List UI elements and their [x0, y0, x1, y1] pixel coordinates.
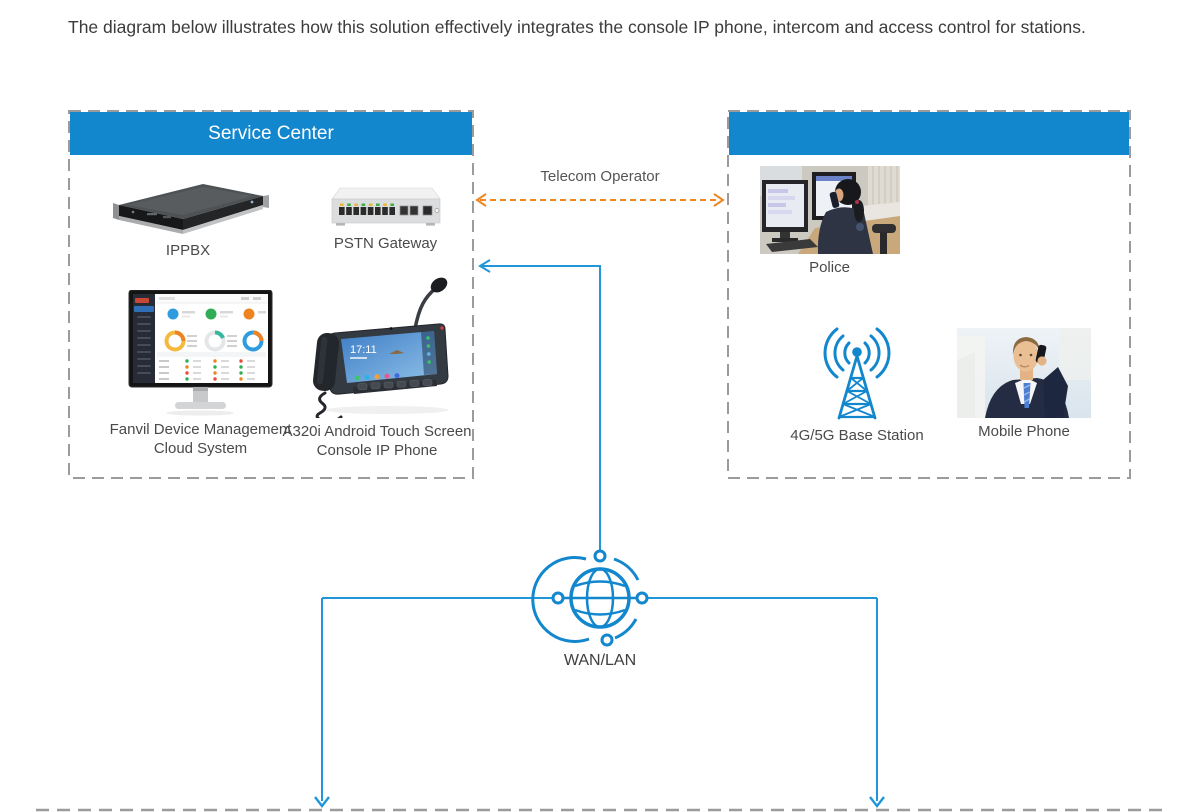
dms-item	[93, 290, 308, 459]
service-center-title: Service Center	[208, 122, 334, 144]
ippbx-server-image	[103, 175, 273, 237]
console-phone-label: A320i Android Touch Screen Console IP Phone	[282, 423, 472, 459]
police-label: Police	[809, 259, 850, 276]
pstn-gateway-label: PSTN Gateway	[333, 235, 438, 252]
external-box-header	[729, 112, 1129, 155]
ippbx-label: IPPBX	[165, 242, 211, 259]
police-photo	[760, 166, 900, 254]
wan-lan-globe-icon	[533, 551, 647, 645]
telecom-operator-label: Telecom Operator	[540, 168, 660, 185]
external-box	[727, 110, 1131, 479]
mobile-phone-item	[953, 328, 1095, 442]
console-phone-item	[281, 273, 473, 461]
service-center-box	[68, 110, 474, 479]
wan-lan-label: WAN/LAN	[563, 652, 637, 669]
telecom-operator-arrow	[477, 194, 723, 206]
wan-to-service-center-line	[480, 260, 600, 551]
console-phone-clock: 17:11	[349, 344, 377, 356]
base-station-label: 4G/5G Base Station	[790, 427, 924, 444]
service-center-header	[70, 112, 472, 155]
wan-trunk-lines	[315, 598, 884, 806]
pstn-gateway-image	[326, 180, 446, 230]
intro-text: The diagram below illustrates how this solution effectively integrates the console IP phone, intercom and access control for stations.	[68, 17, 1086, 37]
pstn-gateway-item	[308, 180, 463, 254]
dms-monitor-image	[123, 290, 278, 416]
base-station-icon	[813, 322, 901, 422]
mobile-phone-label: Mobile Phone	[978, 423, 1070, 440]
ippbx-item	[83, 175, 293, 261]
dms-label: Fanvil Device Management Cloud System	[109, 421, 292, 457]
mobile-phone-photo	[957, 328, 1091, 418]
base-station-item	[762, 322, 952, 446]
police-item	[757, 166, 902, 278]
console-phone-image	[295, 273, 460, 418]
